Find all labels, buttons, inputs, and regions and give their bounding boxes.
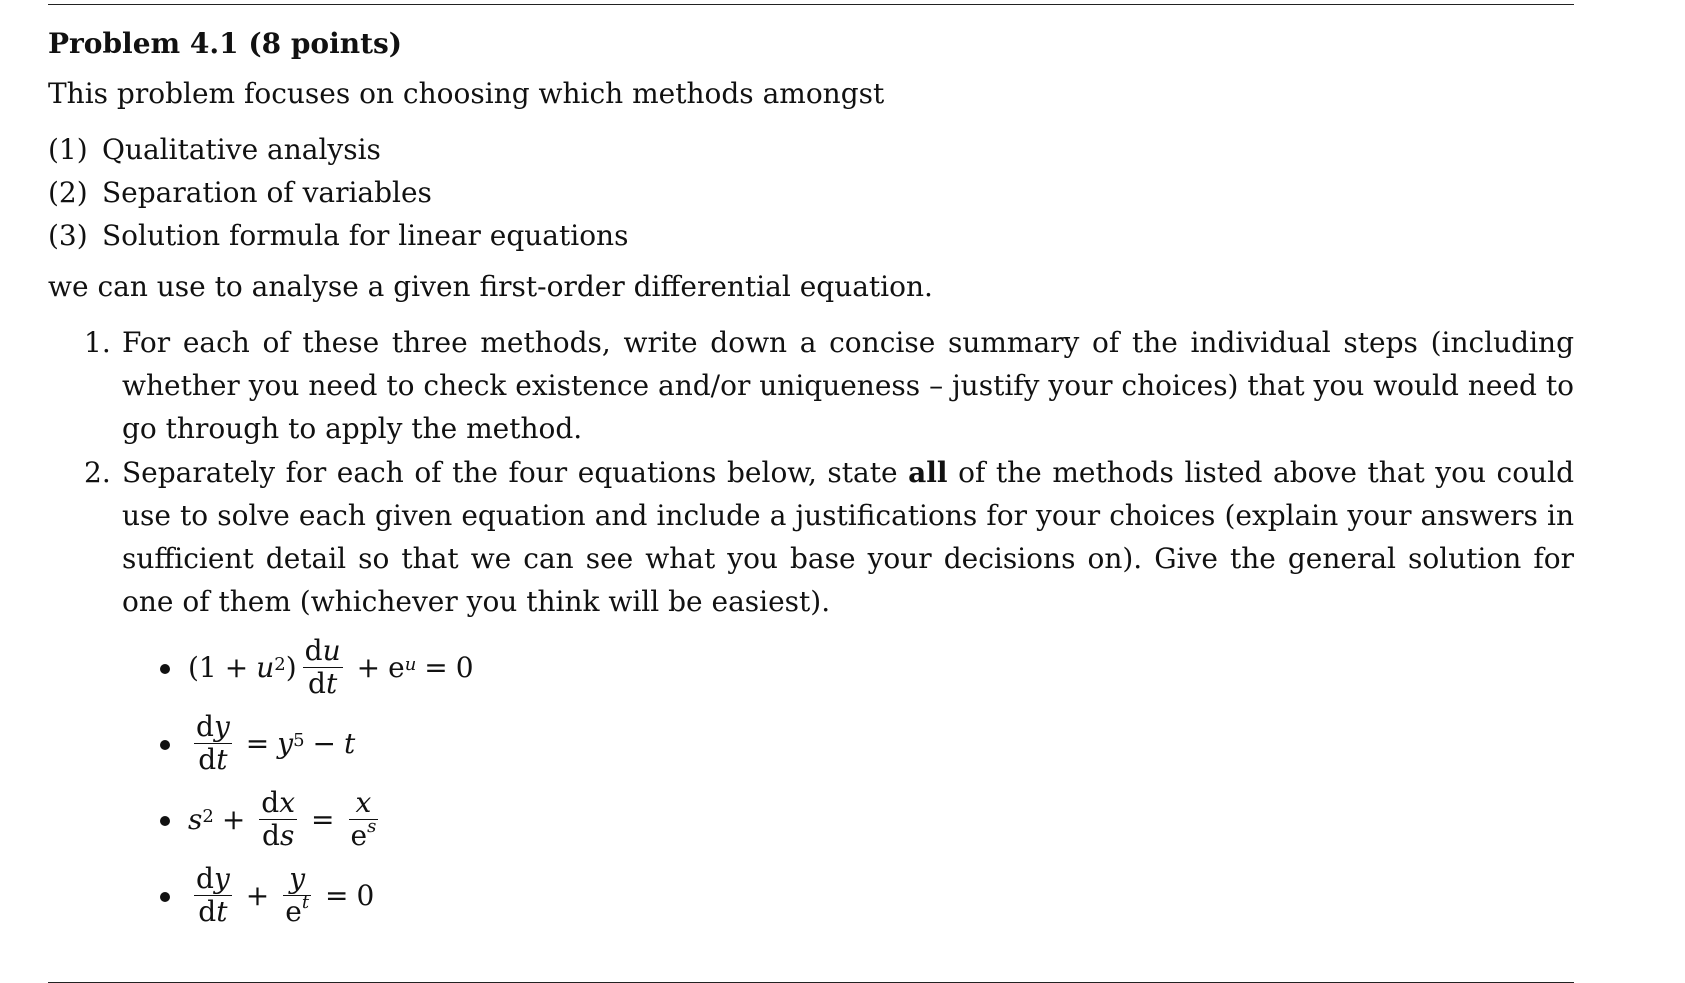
method-number: (1) — [48, 133, 88, 166]
problem-outro: we can use to analyse a given first-order differential equation. — [48, 270, 933, 303]
method-number: (2) — [48, 176, 88, 209]
method-label: Solution formula for linear equations — [102, 219, 629, 252]
method-list — [48, 128, 1574, 257]
task-text: For each of these three methods, write down a concise summary of the individual steps (including whether you need to check existence and/or uniqueness – justify your choices) that you would need to go through to apply the method. — [122, 326, 1574, 445]
equation: $\frac{dy}{dt}$ = y $^5$ − t — [196, 709, 356, 776]
method-item — [48, 171, 1574, 214]
top-rule — [48, 4, 1574, 5]
bullet-icon — [160, 664, 170, 674]
task-text-before: Separately for each of the four equations below, state — [122, 456, 909, 489]
task-item — [48, 321, 1574, 450]
equation: (1 + u $^2$ ) $\frac{du}{dt}$ + e $^u$ = 0 — [188, 633, 474, 700]
problem-content — [48, 26, 1574, 933]
equation-item — [48, 781, 1574, 857]
equation-item — [48, 629, 1574, 705]
equation-item — [48, 857, 1574, 933]
task-number: 1. — [84, 326, 111, 359]
task-text-emphasis: all — [908, 456, 948, 489]
equation-item — [48, 705, 1574, 781]
equation: s $^2$ + $\frac{dx}{ds}$ = $\frac{x}{e^s}$ — [188, 785, 377, 852]
task-list — [48, 321, 1574, 623]
task-text-after: of the methods listed above that you could use to solve each given equation and include a justifications for your choices (explain your answers in sufficient detail so that we can see what you base your decisions on). Give the general solution for one of them (whichever you think will be easiest). — [122, 456, 1574, 618]
problem-title: Problem 4.1 (8 points) — [48, 27, 403, 60]
method-label: Qualitative analysis — [102, 133, 381, 166]
bullet-icon — [160, 740, 170, 750]
bullet-icon — [160, 816, 170, 826]
equation: $\frac{dy}{dt}$ + $\frac{y}{e^t}$ = 0 — [196, 861, 375, 928]
method-item — [48, 128, 1574, 171]
equation-list — [48, 629, 1574, 933]
bullet-icon — [160, 892, 170, 902]
task-number: 2. — [84, 456, 111, 489]
task-item — [48, 451, 1574, 623]
problem-intro: This problem focuses on choosing which methods amongst — [48, 77, 885, 110]
method-label: Separation of variables — [102, 176, 432, 209]
method-number: (3) — [48, 219, 88, 252]
method-item — [48, 214, 1574, 257]
